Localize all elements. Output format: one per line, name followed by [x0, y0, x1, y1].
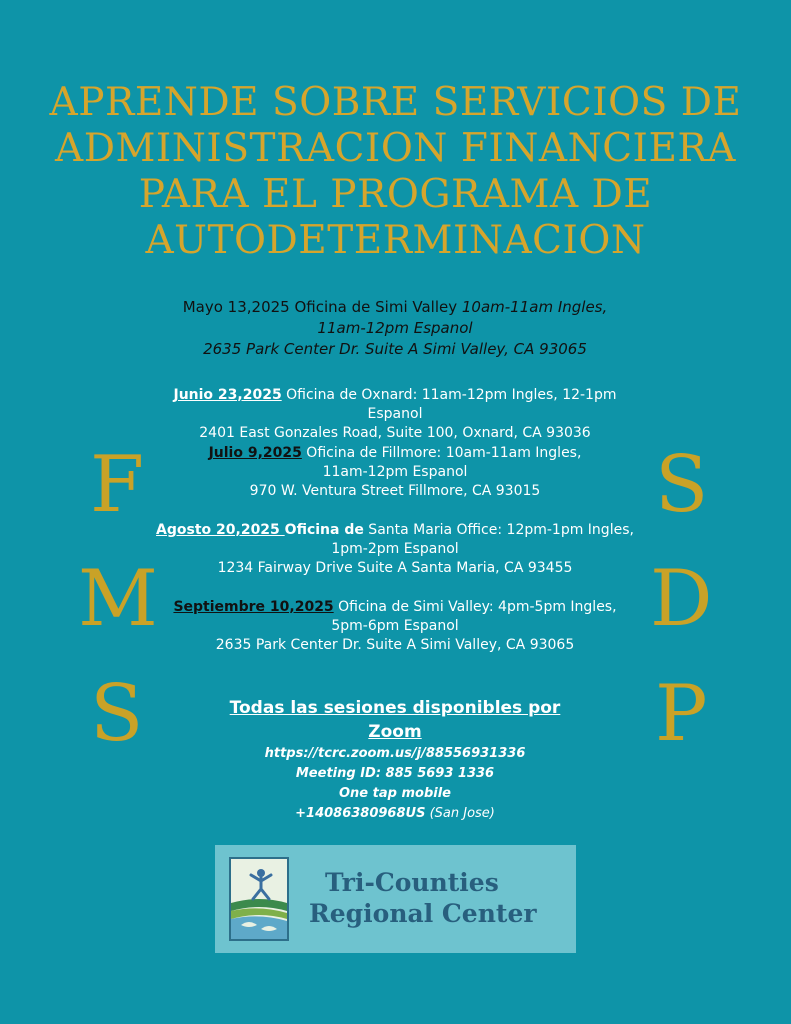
zoom-info [195, 696, 595, 824]
zoom-heading-2: Zoom [368, 722, 422, 742]
session-september-date: Septiembre 10,2025 [173, 599, 334, 615]
session-july-line-2: 11am-12pm Espanol [322, 464, 468, 480]
zoom-phone-city: (San Jose) [425, 806, 495, 821]
session-august-office-prefix: Oficina de [284, 522, 364, 538]
session-august-line-1: Santa Maria Office: 12pm-1pm Ingles, [363, 522, 634, 538]
session-july-address: 970 W. Ventura Street Fillmore, CA 93015 [249, 483, 541, 499]
logo-line-2: Regional Center [309, 899, 537, 928]
zoom-phone-link[interactable]: +14086380968US [295, 806, 426, 821]
zoom-heading-1: Todas las sesiones disponibles por [229, 698, 561, 718]
session-july-line-1: Oficina de Fillmore: 10am-11am Ingles, [301, 445, 582, 461]
session-august-line-2: 1pm-2pm Espanol [331, 541, 459, 557]
title-line-4: AUTODETERMINACION [145, 218, 646, 263]
zoom-url-link[interactable]: https://tcrc.zoom.us/j/88556931336 [264, 746, 526, 761]
session-may-date: Mayo 13,2025 [182, 298, 290, 316]
session-june [150, 386, 640, 443]
session-july-date: Julio 9,2025 [208, 445, 302, 461]
session-may-times-2: 11am-12pm Espanol [317, 319, 473, 337]
left-letter-m: M [78, 554, 158, 644]
zoom-one-tap: One tap mobile [339, 786, 451, 801]
title-line-1: APRENDE SOBRE SERVICIOS DE [49, 80, 742, 125]
page-title [40, 80, 751, 264]
left-letter-f: F [90, 440, 145, 530]
session-june-address: 2401 East Gonzales Road, Suite 100, Oxnard, CA 93036 [199, 425, 591, 441]
session-august-address: 1234 Fairway Drive Suite A Santa Maria, CA 93455 [217, 560, 573, 576]
right-letter-d: D [650, 554, 713, 644]
session-may-times-1: 10am-11am Ingles, [461, 298, 608, 316]
left-letter-s: S [90, 669, 144, 759]
right-letter-p: P [655, 669, 708, 759]
session-september [150, 598, 640, 655]
zoom-meeting-id: Meeting ID: 885 5693 1336 [295, 766, 495, 781]
session-may-address: 2635 Park Center Dr. Suite A Simi Valley, CA 93065 [203, 340, 587, 358]
title-line-3: PARA EL PROGRAMA DE [138, 172, 653, 217]
session-june-date: Junio 23,2025 [173, 387, 282, 403]
session-september-line-1: Oficina de Simi Valley: 4pm-5pm Ingles, [333, 599, 617, 615]
title-line-2: ADMINISTRACION FINANCIERA [55, 126, 736, 171]
session-september-address: 2635 Park Center Dr. Suite A Simi Valley, CA 93065 [215, 637, 575, 653]
logo-line-1: Tri-Counties [325, 868, 499, 897]
logo-text [309, 867, 537, 929]
session-july [150, 444, 640, 501]
session-june-line-1: Oficina de Oxnard: 11am-12pm Ingles, 12-1pm Espanol [281, 387, 617, 422]
logo-figure-icon [229, 857, 289, 941]
session-august [150, 521, 640, 578]
session-may [150, 297, 640, 360]
session-may-office: Oficina de Simi Valley [289, 298, 462, 316]
right-letter-s: S [655, 440, 709, 530]
tri-counties-logo [215, 845, 576, 953]
session-september-line-2: 5pm-6pm Espanol [331, 618, 459, 634]
session-august-date: Agosto 20,2025 [156, 522, 285, 538]
